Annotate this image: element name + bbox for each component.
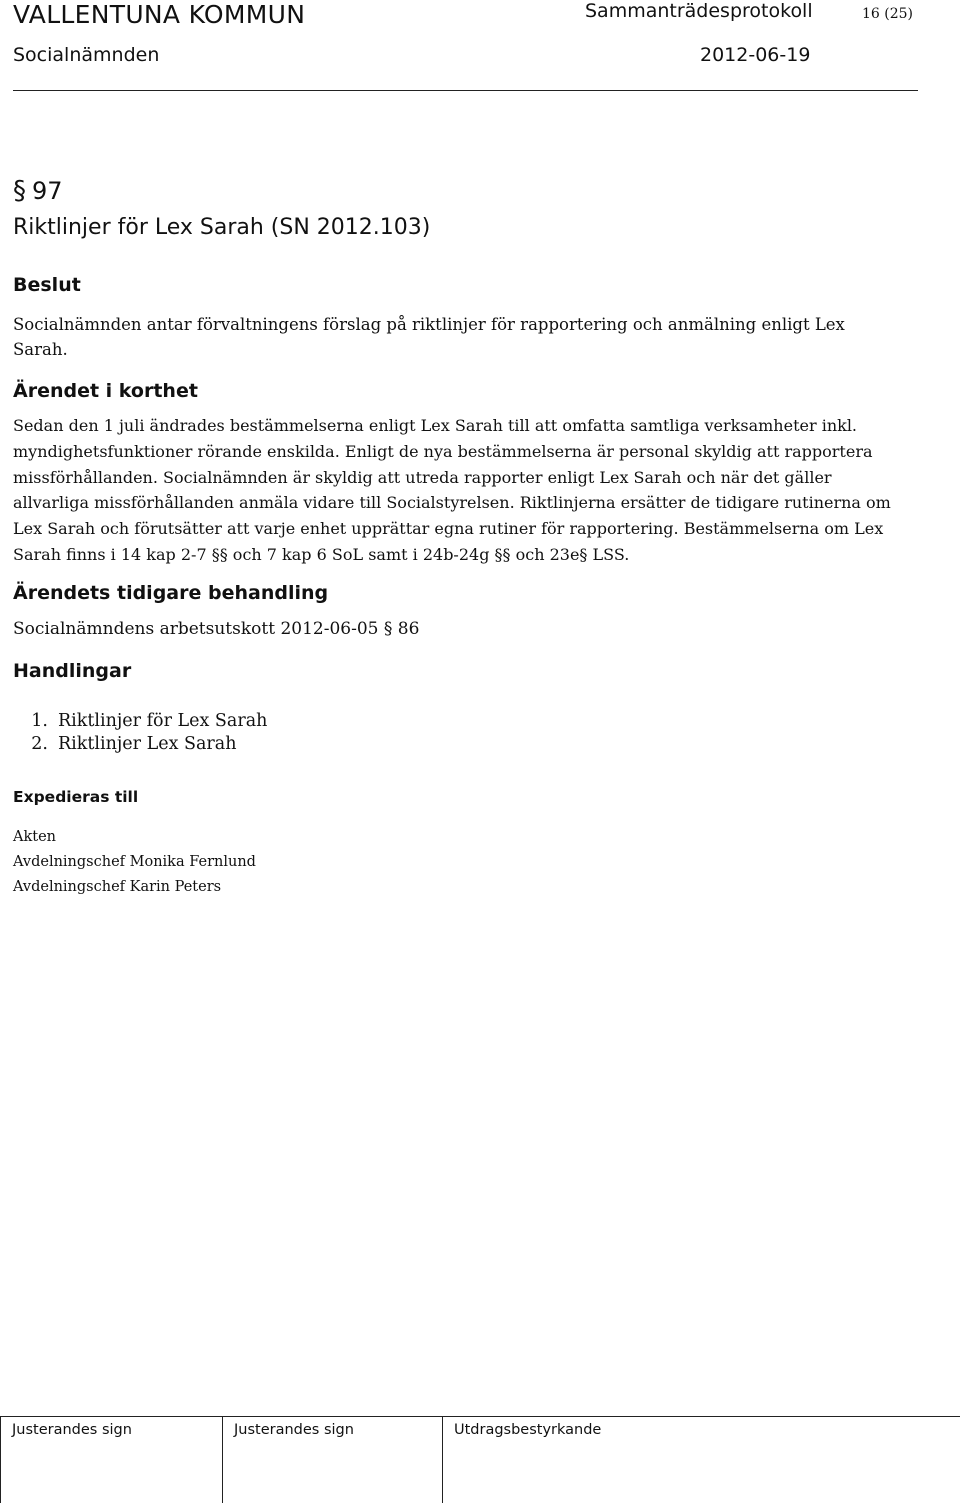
signature-label: Utdragsbestyrkande: [454, 1422, 602, 1438]
signature-table: [0, 1416, 960, 1503]
previous-handling-heading: Ärendets tidigare behandling: [13, 582, 329, 604]
section-symbol: §: [13, 176, 26, 206]
meeting-date: 2012-06-19: [700, 44, 811, 66]
documents-list: [13, 710, 267, 756]
header-divider: [13, 90, 918, 91]
signature-label: Justerandes sign: [234, 1422, 354, 1438]
list-item: Avdelningschef Karin Peters: [13, 879, 222, 895]
organization-name: VALLENTUNA KOMMUN: [13, 0, 306, 29]
board-name: Socialnämnden: [13, 44, 160, 66]
distribution-heading: Expedieras till: [13, 788, 139, 806]
list-item-label: Riktlinjer Lex Sarah: [58, 734, 237, 754]
decision-text: Socialnämnden antar förvaltningens förslag på riktlinjer för rapportering och anmälning enligt Lex Sarah.: [13, 315, 845, 359]
decision-heading: Beslut: [13, 274, 81, 296]
summary-text: Sedan den 1 juli ändrades bestämmelserna enligt Lex Sarah till att omfatta samtliga verksamheter inkl. myndighetsfunktioner rörande enskilda. Enligt de nya bestämmelserna är personal skyldig att rapportera missförhållanden. Socialnämnden är skyldig att utreda rapporter enligt Lex Sarah och när det gäller allvarliga missförhållanden anmäla vidare till Socialstyrelsen. Riktlinjerna ersätter de tidigare rutinerna om Lex Sarah och förutsätter att varje enhet upprättar egna rutiner för rapportering. Bestämmelserna om Lex Sarah finns i 14 kap 2-7 §§ och 7 kap 6 SoL samt i 24b-24g §§ och 23e§ LSS.: [13, 416, 891, 564]
list-item: [13, 733, 267, 756]
list-item: [13, 710, 267, 733]
list-item-number: 1.: [31, 711, 48, 731]
list-item-number: 2.: [31, 734, 48, 754]
section-number-value: 97: [32, 177, 63, 205]
list-item: Akten: [13, 829, 57, 845]
page-title: Riktlinjer för Lex Sarah (SN 2012.103): [13, 215, 431, 240]
section-number: [13, 176, 63, 206]
distribution-list: [13, 825, 256, 900]
signature-cell: [0, 1417, 223, 1503]
document-type: Sammanträdesprotokoll: [585, 0, 813, 22]
summary-heading: Ärendet i korthet: [13, 380, 198, 402]
signature-label: Justerandes sign: [12, 1422, 132, 1438]
signature-cell: [442, 1417, 960, 1503]
list-item-label: Riktlinjer för Lex Sarah: [58, 711, 268, 731]
signature-cell: [222, 1417, 443, 1503]
page-number: 16 (25): [862, 6, 914, 22]
documents-heading: Handlingar: [13, 660, 132, 682]
previous-handling-text: Socialnämndens arbetsutskott 2012-06-05 § 86: [13, 619, 420, 639]
list-item: Avdelningschef Monika Fernlund: [13, 854, 256, 870]
